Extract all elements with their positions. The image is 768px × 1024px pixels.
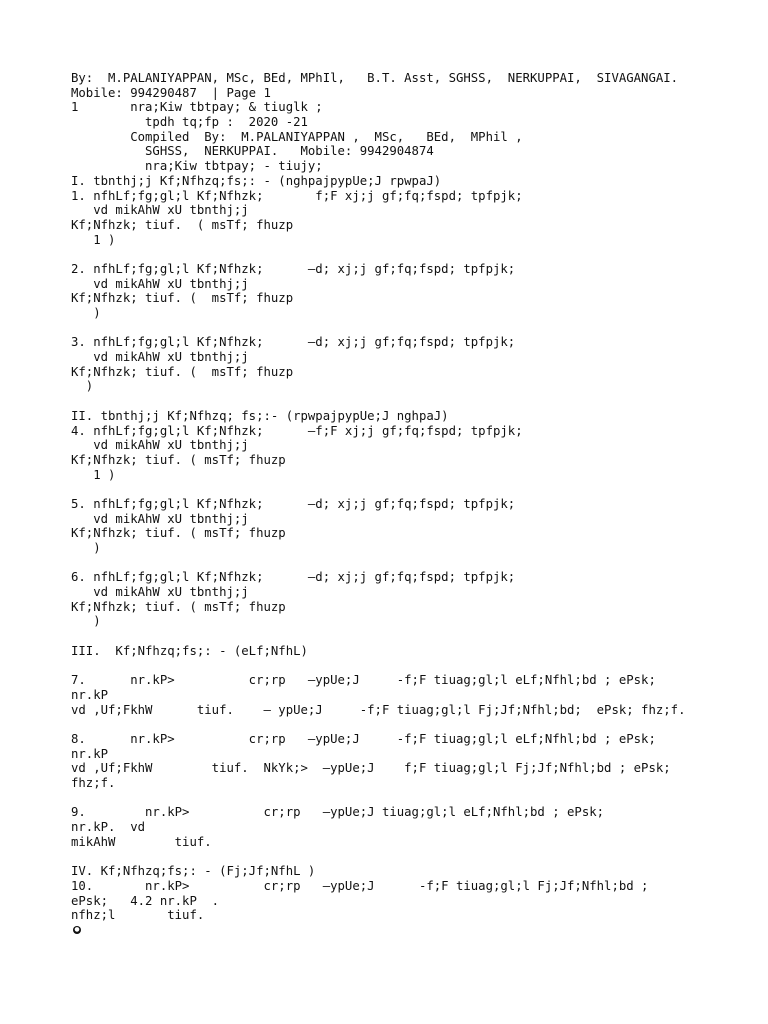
text-line: [71, 717, 761, 732]
text-line: By: M.PALANIYAPPAN, MSc, BEd, MPhIl, B.T. Asst, SGHSS, NERKUPPAI, SIVAGANGAI.: [71, 71, 679, 85]
text-line: 1 nra;Kiw tbtpay; & tiuglk ;: [71, 100, 323, 115]
text-line: 6. nfhLf;fg;gl;l Kf;Nfhzk; –d; xj;j gf;fq;fspd; tpfpjk;: [71, 570, 516, 585]
text-line: [71, 394, 761, 409]
text-line: Kf;Nfhzk; tiuf. ( msTf; fhuzp: [71, 217, 294, 232]
text-line: ): [71, 541, 101, 555]
text-line: [71, 556, 761, 571]
text-line: Kf;Nfhzk; tiuf. ( msTf; fhuzp: [71, 526, 286, 541]
text-line: III. Kf;Nfhzq;fs;: - (eLf;NfhL): [71, 643, 308, 658]
text-line: vd mikAhW xU tbnthj;j: [71, 350, 249, 365]
text-line: ): [71, 306, 101, 320]
text-line: vd mikAhW xU tbnthj;j: [71, 585, 249, 600]
bullet-icon: ●: [74, 926, 80, 933]
text-line: Kf;Nfhzk; tiuf. ( msTf; fhuzp: [71, 452, 286, 467]
text-line: vd mikAhW xU tbnthj;j: [71, 438, 249, 453]
text-line: Kf;Nfhzk; tiuf. ( msTf; fhuzp: [71, 364, 294, 379]
text-line: ): [71, 379, 94, 394]
text-line: tpdh tq;fp : 2020 -21: [71, 115, 308, 130]
text-line: II. tbnthj;j Kf;Nfhzq; fs;:- (rpwpajpypUe;J nghpaJ): [71, 408, 449, 423]
text-line: fhz;f.: [71, 776, 116, 790]
text-line: nr.kP: [71, 687, 109, 702]
text-line: Kf;Nfhzk; tiuf. ( msTf; fhuzp: [71, 291, 294, 306]
text-line: ): [71, 614, 101, 629]
text-line: Mobile: 994290487 | Page 1: [71, 85, 271, 100]
text-line: 2. nfhLf;fg;gl;l Kf;Nfhzk; –d; xj;j gf;fq;fspd; tpfpjk;: [71, 261, 516, 276]
text-line: SGHSS, NERKUPPAI. Mobile: 9942904874: [71, 144, 434, 159]
text-line: nra;Kiw tbtpay; - tiujy;: [71, 159, 323, 174]
text-line: 5. nfhLf;fg;gl;l Kf;Nfhzk; –d; xj;j gf;fq;fspd; tpfpjk;: [71, 496, 516, 511]
text-line: 10. nr.kP> cr;rp –ypUe;J -f;F tiuag;gl;l Fj;Jf;Nfhl;bd ;: [71, 878, 649, 893]
text-line: ePsk; 4.2 nr.kP .: [71, 893, 220, 908]
text-line: vd mikAhW xU tbnthj;j: [71, 276, 249, 291]
text-line: Kf;Nfhzk; tiuf. ( msTf; fhuzp: [71, 599, 286, 614]
text-line: IV. Kf;Nfhzq;fs;: - (Fj;Jf;NfhL ): [71, 864, 316, 879]
text-line: 1. nfhLf;fg;gl;l Kf;Nfhzk; f;F xj;j gf;fq;fspd; tpfpjk;: [71, 188, 523, 203]
document-page: [71, 71, 761, 923]
text-line: nr.kP. vd: [71, 820, 146, 835]
text-line: 8. nr.kP> cr;rp –ypUe;J -f;F tiuag;gl;l eLf;Nfhl;bd ; ePsk;: [71, 731, 656, 746]
text-line: 4. nfhLf;fg;gl;l Kf;Nfhzk; –f;F xj;j gf;fq;fspd; tpfpjk;: [71, 423, 523, 438]
text-line: [71, 247, 761, 262]
text-line: Compiled By: M.PALANIYAPPAN , MSc, BEd, MPhil ,: [71, 129, 523, 144]
text-line: [71, 321, 761, 336]
text-line: vd mikAhW xU tbnthj;j: [71, 203, 249, 218]
text-line: 3. nfhLf;fg;gl;l Kf;Nfhzk; –d; xj;j gf;fq;fspd; tpfpjk;: [71, 335, 516, 350]
text-line: [71, 659, 761, 674]
text-line: [71, 849, 761, 864]
text-line: 1 ): [71, 467, 116, 482]
text-line: nfhz;l tiuf.: [71, 908, 205, 923]
text-line: I. tbnthj;j Kf;Nfhzq;fs;: - (nghpajpypUe;J rpwpaJ): [71, 173, 442, 188]
text-line: vd ,Uf;FkhW tiuf. – ypUe;J -f;F tiuag;gl;l Fj;Jf;Nfhl;bd; ePsk; fhz;f.: [71, 702, 686, 717]
text-line: 1 ): [71, 232, 116, 247]
text-line: [71, 791, 761, 806]
text-line: [71, 629, 761, 644]
text-line: 7. nr.kP> cr;rp –ypUe;J -f;F tiuag;gl;l eLf;Nfhl;bd ; ePsk;: [71, 673, 656, 688]
text-line: 9. nr.kP> cr;rp –ypUe;J tiuag;gl;l eLf;Nfhl;bd ; ePsk;: [71, 805, 605, 820]
text-line: vd mikAhW xU tbnthj;j: [71, 511, 249, 526]
text-line: [71, 482, 761, 497]
text-line: vd ,Uf;FkhW tiuf. NkYk;> –ypUe;J f;F tiuag;gl;l Fj;Jf;Nfhl;bd ; ePsk;: [71, 761, 671, 776]
text-line: mikAhW tiuf.: [71, 834, 212, 849]
text-line: nr.kP: [71, 746, 109, 761]
